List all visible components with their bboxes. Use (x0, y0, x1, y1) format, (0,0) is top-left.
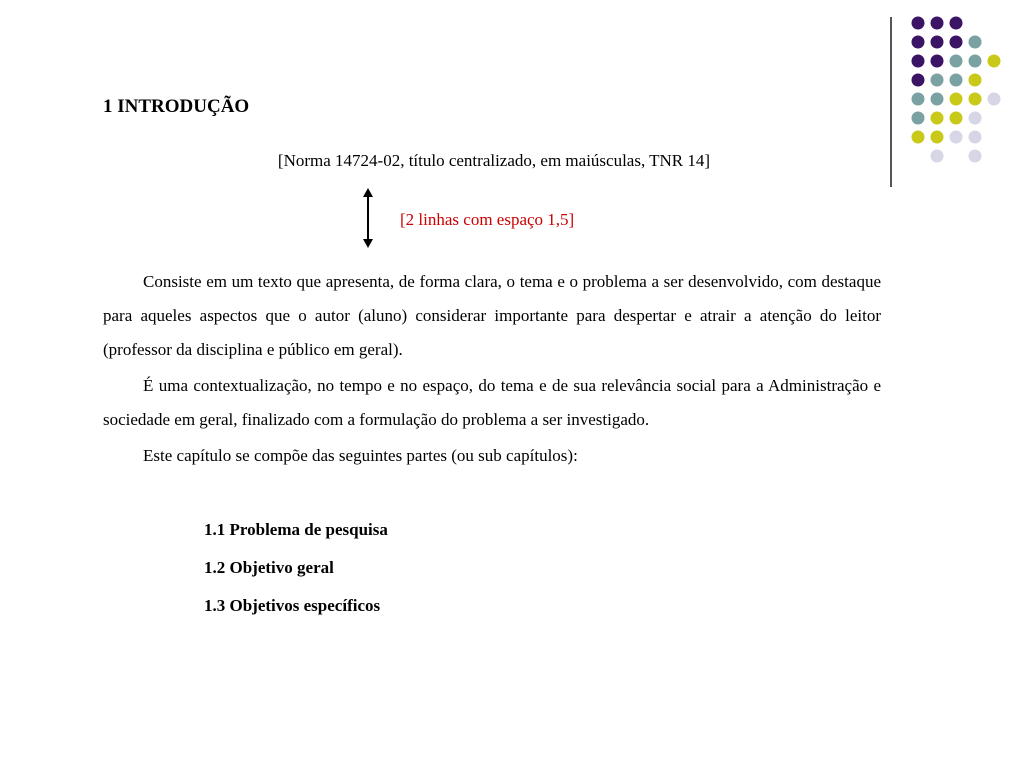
spacing-note: [2 linhas com espaço 1,5] (400, 210, 575, 229)
decorative-dot (912, 17, 925, 30)
decorative-dot (931, 55, 944, 68)
paragraph: É uma contextualização, no tempo e no espaço, do tema e de sua relevância social para a Administração e sociedade em geral, finalizado com a formulação do problema a ser investigado. (103, 376, 881, 429)
decorative-dot (912, 112, 925, 125)
decorative-dot (931, 112, 944, 125)
decorative-dot (950, 17, 963, 30)
decorative-dot (950, 131, 963, 144)
decorative-dot (931, 74, 944, 87)
decorative-dot (969, 93, 982, 106)
decorative-dot (912, 36, 925, 49)
decorative-dot (950, 36, 963, 49)
decorative-dot (912, 74, 925, 87)
decorative-dot (912, 55, 925, 68)
subchapter-item: 1.1 Problema de pesquisa (204, 520, 388, 539)
decorative-dot (969, 112, 982, 125)
subchapter-item: 1.3 Objetivos específicos (204, 596, 381, 615)
decorative-dot (912, 93, 925, 106)
decorative-dot (950, 93, 963, 106)
double-arrow-icon (358, 188, 378, 248)
decorative-dot (950, 112, 963, 125)
paragraph: Este capítulo se compõe das seguintes partes (ou sub capítulos): (143, 446, 578, 465)
decorative-dot (969, 131, 982, 144)
decorative-dot (988, 55, 1001, 68)
body-text (103, 265, 881, 475)
subchapter-item: 1.2 Objetivo geral (204, 558, 334, 577)
norma-note: [Norma 14724-02, título centralizado, em maiúsculas, TNR 14] (277, 151, 711, 170)
decorative-dot (931, 36, 944, 49)
page-title: 1 INTRODUÇÃO (103, 96, 250, 117)
decorative-dot (950, 55, 963, 68)
decorative-dot (931, 93, 944, 106)
decorative-dot (969, 55, 982, 68)
decorative-dot (931, 131, 944, 144)
decorative-dot (988, 93, 1001, 106)
decorative-dot (912, 131, 925, 144)
decorative-dot (950, 74, 963, 87)
decorative-dot (931, 17, 944, 30)
paragraph: Consiste em um texto que apresenta, de forma clara, o tema e o problema a ser desenvolvido, com destaque para aqueles aspectos que o autor (aluno) considerar importante para despertar e atrair a atenção do leitor (professor da disciplina e público em geral). (103, 272, 881, 359)
subchapter-list (204, 520, 388, 634)
decorative-dot (969, 74, 982, 87)
decorative-dot (969, 36, 982, 49)
